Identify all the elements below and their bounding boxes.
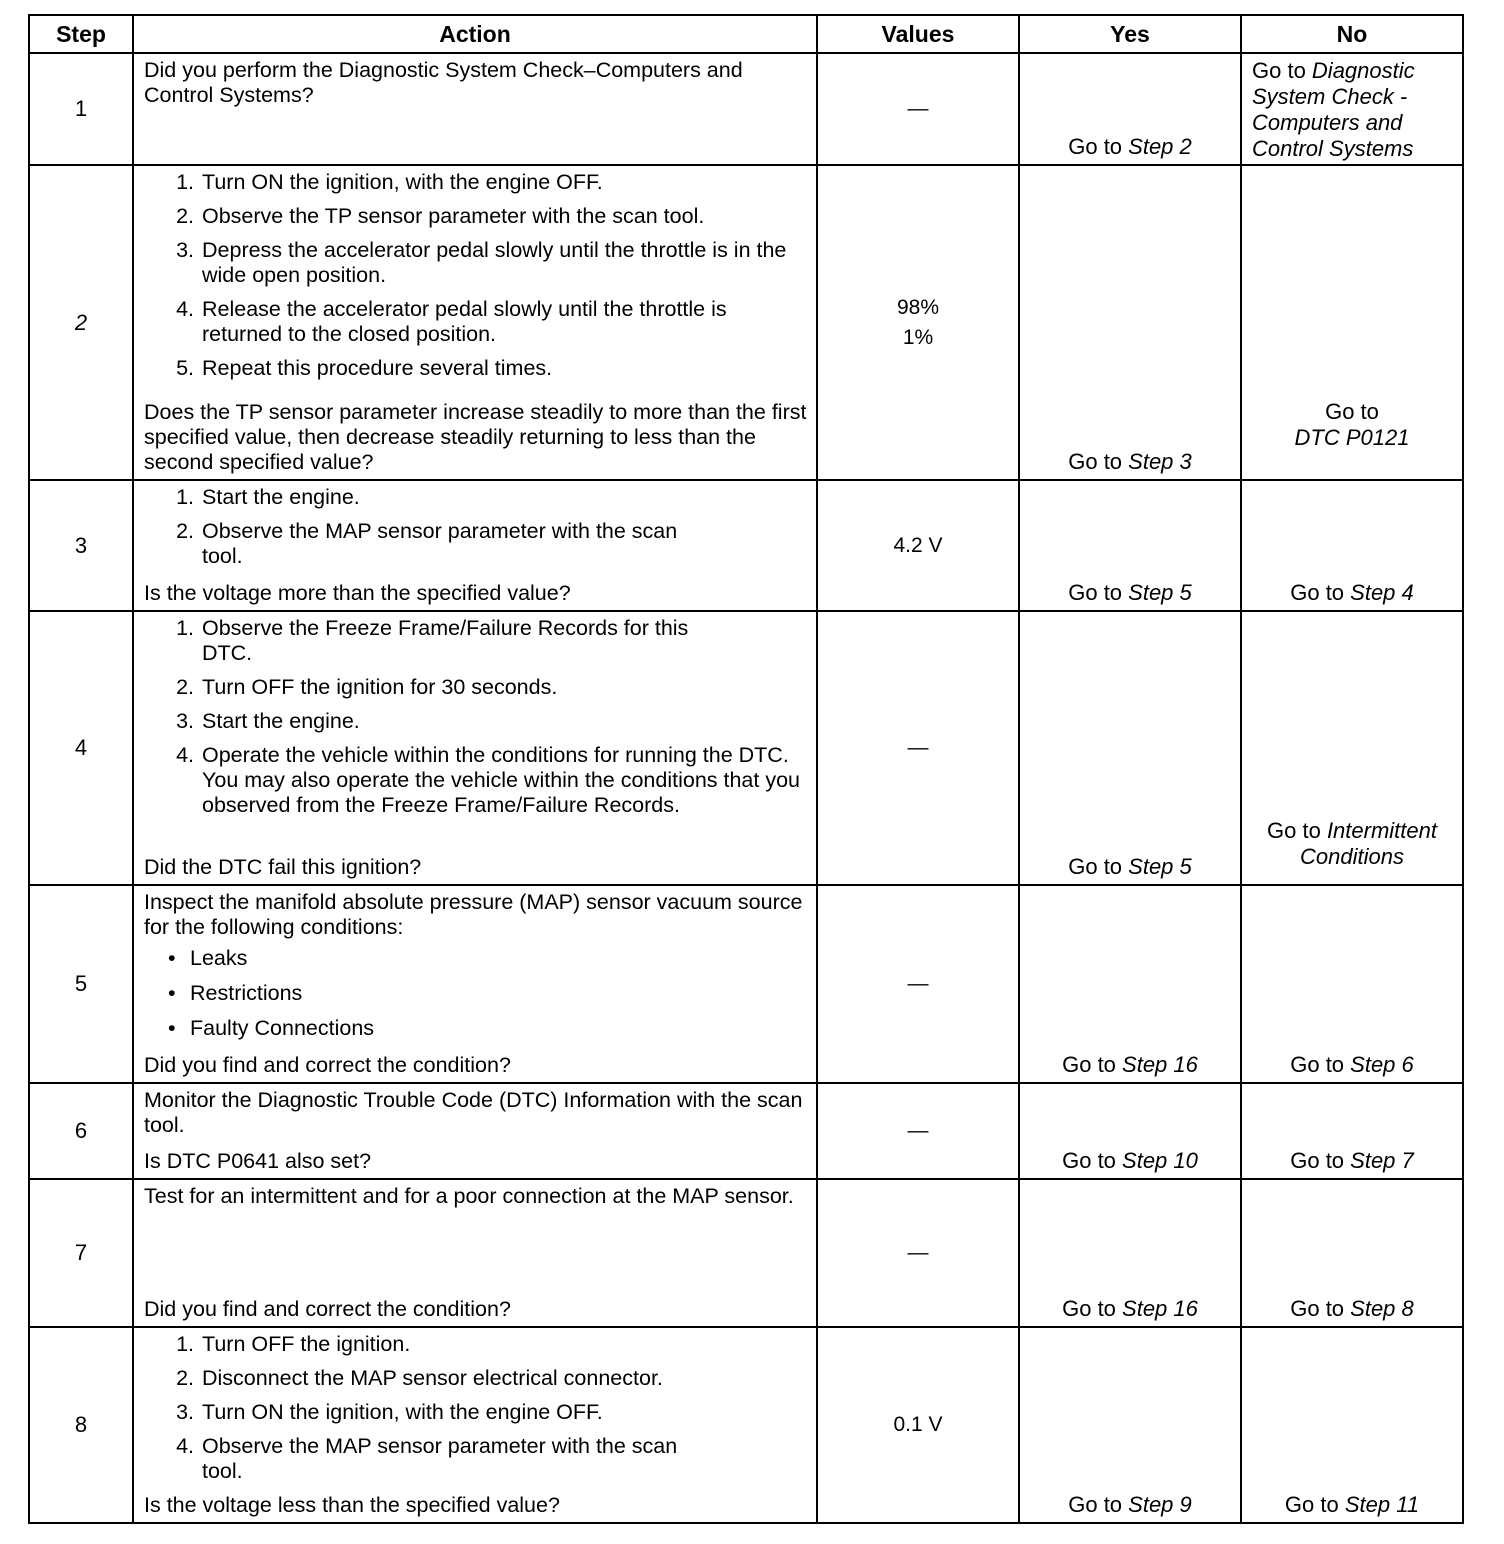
action-cell xyxy=(133,165,817,480)
yes-prefix: Go to xyxy=(1068,580,1129,605)
action-question: Is DTC P0641 also set? xyxy=(144,1149,372,1173)
yes-cell xyxy=(1019,480,1241,611)
action-question: Is the voltage less than the specified value? xyxy=(144,1493,560,1517)
yes-prefix: Go to xyxy=(1068,854,1129,879)
action-item: 2. Observe the MAP sensor parameter with the scan tool. xyxy=(200,519,810,569)
yes-cell xyxy=(1019,1179,1241,1327)
action-text: Did you perform the Diagnostic System Check–Computers and Control Systems? xyxy=(144,58,743,107)
condition-bullet: • Restrictions xyxy=(190,981,810,1006)
header-row xyxy=(29,15,1463,53)
no-prefix: Go to xyxy=(1325,399,1379,424)
yes-target: Step 2 xyxy=(1128,134,1192,159)
condition-bullet: • Faulty Connections xyxy=(190,1016,810,1041)
action-question: Did the DTC fail this ignition? xyxy=(144,855,422,879)
no-target: DTC P0121 xyxy=(1294,425,1410,450)
no-target: Step 11 xyxy=(1344,1492,1420,1517)
action-question: Is the voltage more than the specified value? xyxy=(144,581,571,605)
table-row xyxy=(29,53,1463,165)
action-item: 2. Observe the TP sensor parameter with the scan tool. xyxy=(200,204,810,229)
value-second: 1% xyxy=(902,325,934,349)
values-cell: — xyxy=(817,611,1019,885)
action-cell xyxy=(133,885,817,1083)
values-cell xyxy=(817,53,1019,165)
yes-prefix: Go to xyxy=(1062,1296,1123,1321)
action-intro: Monitor the Diagnostic Trouble Code (DTC) Information with the scan tool. xyxy=(144,1088,803,1137)
no-target: Step 4 xyxy=(1350,580,1414,605)
yes-target: Step 9 xyxy=(1128,1492,1192,1517)
table-row xyxy=(29,1083,1463,1179)
no-prefix: Go to xyxy=(1290,1296,1351,1321)
step-number: 4 xyxy=(29,611,133,885)
table-row xyxy=(29,165,1463,480)
condition-bullet: • Leaks xyxy=(190,946,810,971)
yes-target: Step 16 xyxy=(1122,1296,1198,1321)
action-item: 3. Depress the accelerator pedal slowly until the throttle is in the wide open position. xyxy=(200,238,810,288)
yes-cell xyxy=(1019,1327,1241,1523)
action-intro: Test for an intermittent and for a poor connection at the MAP sensor. xyxy=(144,1184,794,1208)
yes-target: Step 16 xyxy=(1122,1052,1198,1077)
yes-cell xyxy=(1019,1083,1241,1179)
action-item: 4. Release the accelerator pedal slowly until the throttle is returned to the closed position. xyxy=(200,297,810,347)
action-item: 5. Repeat this procedure several times. xyxy=(200,356,810,381)
no-cell xyxy=(1241,53,1463,165)
values-cell: — xyxy=(817,885,1019,1083)
yes-prefix: Go to xyxy=(1068,449,1129,474)
values-cell: — xyxy=(817,1083,1019,1179)
action-cell xyxy=(133,480,817,611)
diagnostic-table xyxy=(28,14,1464,1524)
yes-cell xyxy=(1019,53,1241,165)
header-values: Values xyxy=(817,15,1019,53)
step-number xyxy=(29,165,133,480)
action-cell xyxy=(133,1083,817,1179)
yes-target: Step 3 xyxy=(1128,449,1192,474)
action-item: 2. Disconnect the MAP sensor electrical connector. xyxy=(200,1366,810,1391)
table-row xyxy=(29,1179,1463,1327)
no-prefix: Go to xyxy=(1290,1052,1351,1077)
header-yes: Yes xyxy=(1019,15,1241,53)
no-cell xyxy=(1241,1327,1463,1523)
values-cell: — xyxy=(817,1179,1019,1327)
no-target: Intermittent Conditions xyxy=(1300,818,1437,869)
table-row xyxy=(29,611,1463,885)
action-item: 1. Observe the Freeze Frame/Failure Records for this DTC. xyxy=(200,616,810,666)
header-no: No xyxy=(1241,15,1463,53)
action-item: 3. Turn ON the ignition, with the engine OFF. xyxy=(200,1400,810,1425)
no-cell xyxy=(1241,480,1463,611)
step-number: 5 xyxy=(29,885,133,1083)
action-cell xyxy=(133,1327,817,1523)
yes-prefix: Go to xyxy=(1062,1052,1123,1077)
no-prefix: Go to xyxy=(1290,1148,1351,1173)
no-cell xyxy=(1241,885,1463,1083)
action-item: 1. Turn OFF the ignition. xyxy=(200,1332,810,1357)
action-item: 2. Turn OFF the ignition for 30 seconds. xyxy=(200,675,810,700)
table-row xyxy=(29,1327,1463,1523)
action-item: 3. Start the engine. xyxy=(200,709,810,734)
table-row xyxy=(29,885,1463,1083)
no-cell xyxy=(1241,611,1463,885)
yes-prefix: Go to xyxy=(1068,1492,1129,1517)
no-cell xyxy=(1241,165,1463,480)
action-cell xyxy=(133,1179,817,1327)
no-prefix: Go to xyxy=(1267,818,1327,843)
value-first: 98% xyxy=(896,295,940,319)
action-intro: Inspect the manifold absolute pressure (MAP) sensor vacuum source for the following conditions: xyxy=(144,890,803,939)
no-cell xyxy=(1241,1179,1463,1327)
step-number: 3 xyxy=(29,480,133,611)
yes-target: Step 5 xyxy=(1128,854,1192,879)
action-question: Did you find and correct the condition? xyxy=(144,1297,511,1321)
no-cell xyxy=(1241,1083,1463,1179)
no-target: Step 6 xyxy=(1350,1052,1414,1077)
table-row xyxy=(29,480,1463,611)
no-prefix: Go to xyxy=(1284,1492,1345,1517)
values-cell: 4.2 V xyxy=(817,480,1019,611)
yes-prefix: Go to xyxy=(1068,134,1129,159)
yes-prefix: Go to xyxy=(1062,1148,1123,1173)
action-item: 1. Start the engine. xyxy=(200,485,810,510)
no-prefix: Go to xyxy=(1290,580,1351,605)
values-cell: 0.1 V xyxy=(817,1327,1019,1523)
no-target: Step 7 xyxy=(1350,1148,1414,1173)
step-number: 8 xyxy=(29,1327,133,1523)
action-cell xyxy=(133,611,817,885)
yes-cell xyxy=(1019,165,1241,480)
step-number-text: 2 xyxy=(74,309,88,335)
step-number: 7 xyxy=(29,1179,133,1327)
no-target: Diagnostic System Check - Computers and Control Systems xyxy=(1252,58,1415,161)
action-question: Did you find and correct the condition? xyxy=(144,1053,511,1077)
values-dash: — xyxy=(907,97,929,120)
step-number: 6 xyxy=(29,1083,133,1179)
action-item: 1. Turn ON the ignition, with the engine OFF. xyxy=(200,170,810,195)
no-target: Step 8 xyxy=(1350,1296,1414,1321)
header-action: Action xyxy=(133,15,817,53)
action-item: 4. Observe the MAP sensor parameter with the scan tool. xyxy=(200,1434,810,1484)
yes-target: Step 5 xyxy=(1128,580,1192,605)
yes-target: Step 10 xyxy=(1122,1148,1198,1173)
values-cell xyxy=(817,165,1019,480)
header-step: Step xyxy=(29,15,133,53)
no-prefix: Go to xyxy=(1252,58,1312,83)
step-number: 1 xyxy=(29,53,133,165)
action-item: 4. Operate the vehicle within the conditions for running the DTC. You may also operate the vehicle within the conditions that you observed from the Freeze Frame/Failure Records. xyxy=(200,743,810,818)
yes-cell xyxy=(1019,885,1241,1083)
action-cell xyxy=(133,53,817,165)
yes-cell xyxy=(1019,611,1241,885)
action-question: Does the TP sensor parameter increase steadily to more than the first specified value, then decrease steadily returning to less than the second specified value? xyxy=(144,400,807,474)
